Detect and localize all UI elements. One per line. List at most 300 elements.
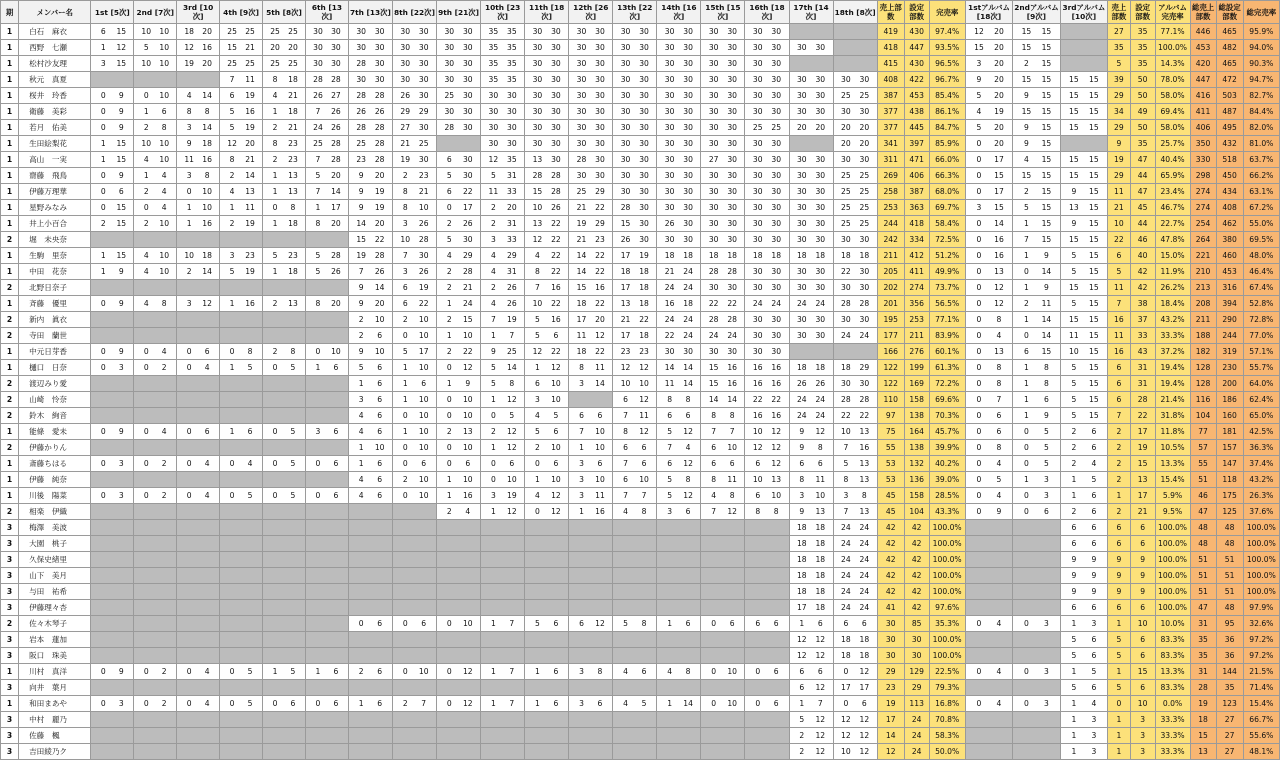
summary-cell: 3 xyxy=(1130,744,1155,760)
single-sales-cell: 1 7 xyxy=(481,616,525,632)
single-sales-cell: 1 7 xyxy=(481,328,525,344)
summary-cell: 72.2% xyxy=(929,376,965,392)
single-sales-cell: 5 26 xyxy=(305,264,348,280)
single-sales-cell xyxy=(965,584,1012,600)
single-sales-cell xyxy=(91,312,134,328)
single-sales-cell: 0 4 xyxy=(965,616,1012,632)
single-sales-cell: 22 24 xyxy=(657,328,701,344)
summary-cell: 30 xyxy=(877,632,904,648)
single-sales-cell: 0 16 xyxy=(965,232,1012,248)
single-sales-cell: 30 30 xyxy=(613,136,657,152)
single-sales-cell: 18 22 xyxy=(569,296,613,312)
summary-cell: 35 xyxy=(1108,40,1131,56)
summary-cell: 14 xyxy=(877,728,904,744)
single-sales-cell: 2 6 xyxy=(348,328,392,344)
summary-cell: 100.0% xyxy=(929,568,965,584)
single-sales-cell: 0 5 xyxy=(263,456,306,472)
single-sales-cell: 5 13 xyxy=(833,456,877,472)
summary-cell: 253 xyxy=(904,312,929,328)
single-sales-cell: 5 6 xyxy=(525,616,569,632)
summary-cell: 158 xyxy=(904,488,929,504)
single-sales-cell: 30 30 xyxy=(525,40,569,56)
single-sales-cell xyxy=(965,600,1012,616)
single-sales-cell: 14 20 xyxy=(348,216,392,232)
summary-cell: 62.4% xyxy=(1243,392,1279,408)
phase-cell: 1 xyxy=(1,24,19,40)
summary-cell: 75 xyxy=(877,424,904,440)
single-sales-cell: 2 10 xyxy=(392,312,436,328)
summary-cell: 12 xyxy=(877,744,904,760)
single-sales-cell: 0 3 xyxy=(91,696,134,712)
single-sales-cell: 30 30 xyxy=(657,344,701,360)
summary-cell: 18 xyxy=(1190,712,1216,728)
summary-cell: 42 xyxy=(877,584,904,600)
single-sales-cell xyxy=(263,712,306,728)
summary-cell: 7 xyxy=(1108,408,1131,424)
single-sales-cell xyxy=(437,648,481,664)
single-sales-cell xyxy=(177,552,220,568)
single-sales-cell xyxy=(525,632,569,648)
single-sales-cell xyxy=(220,552,263,568)
summary-cell: 66.3% xyxy=(929,168,965,184)
column-header: 17th [14次] xyxy=(789,1,833,24)
single-sales-cell xyxy=(657,600,701,616)
single-sales-cell: 9 12 xyxy=(789,424,833,440)
summary-cell: 447 xyxy=(904,40,929,56)
single-sales-cell xyxy=(220,600,263,616)
single-sales-cell: 2 8 xyxy=(134,120,177,136)
summary-cell: 69.4% xyxy=(1155,104,1190,120)
summary-cell: 23.4% xyxy=(1155,184,1190,200)
single-sales-cell: 30 30 xyxy=(613,168,657,184)
single-sales-cell xyxy=(437,680,481,696)
single-sales-cell xyxy=(392,712,436,728)
table-row xyxy=(1,696,1280,712)
summary-cell: 55 xyxy=(1190,456,1216,472)
single-sales-cell: 30 30 xyxy=(569,72,613,88)
summary-cell: 35 xyxy=(1130,136,1155,152)
single-sales-cell xyxy=(134,584,177,600)
single-sales-cell: 4 8 xyxy=(657,664,701,680)
table-row xyxy=(1,728,1280,744)
summary-cell: 39.0% xyxy=(929,472,965,488)
column-header: 18th [8次] xyxy=(833,1,877,24)
single-sales-cell: 7 28 xyxy=(305,152,348,168)
single-sales-cell: 30 30 xyxy=(789,168,833,184)
single-sales-cell: 7 4 xyxy=(657,440,701,456)
summary-cell: 503 xyxy=(1216,88,1243,104)
single-sales-cell: 14 14 xyxy=(657,360,701,376)
summary-cell: 100.0% xyxy=(1155,552,1190,568)
single-sales-cell: 1 9 xyxy=(1013,280,1060,296)
single-sales-cell: 30 30 xyxy=(392,72,436,88)
member-name-cell: 堀 未央奈 xyxy=(19,232,91,248)
single-sales-cell: 12 35 xyxy=(481,152,525,168)
summary-cell: 195 xyxy=(877,312,904,328)
single-sales-cell xyxy=(1013,536,1060,552)
summary-cell: 42 xyxy=(904,568,929,584)
single-sales-cell: 1 3 xyxy=(1060,744,1107,760)
summary-cell: 129 xyxy=(904,664,929,680)
single-sales-cell: 9 13 xyxy=(789,504,833,520)
single-sales-cell xyxy=(437,728,481,744)
single-sales-cell: 9 19 xyxy=(348,200,392,216)
summary-cell: 18.4% xyxy=(1155,296,1190,312)
summary-cell: 290 xyxy=(1216,312,1243,328)
single-sales-cell xyxy=(1060,56,1107,72)
column-header: 16th [18次] xyxy=(745,1,789,24)
single-sales-cell xyxy=(348,728,392,744)
single-sales-cell: 1 10 xyxy=(177,200,220,216)
table-row xyxy=(1,616,1280,632)
summary-cell: 50.0% xyxy=(929,744,965,760)
summary-cell: 298 xyxy=(1190,168,1216,184)
single-sales-cell xyxy=(613,632,657,648)
single-sales-cell xyxy=(220,312,263,328)
single-sales-cell xyxy=(348,648,392,664)
single-sales-cell: 30 30 xyxy=(789,104,833,120)
single-sales-cell xyxy=(305,520,348,536)
single-sales-cell: 30 30 xyxy=(745,264,789,280)
single-sales-cell xyxy=(569,632,613,648)
single-sales-cell: 7 26 xyxy=(348,264,392,280)
summary-cell: 44 xyxy=(1130,168,1155,184)
single-sales-cell: 18 18 xyxy=(789,360,833,376)
table-row xyxy=(1,184,1280,200)
single-sales-cell: 5 19 xyxy=(220,120,263,136)
single-sales-cell: 30 30 xyxy=(833,152,877,168)
summary-cell: 82.0% xyxy=(1243,120,1279,136)
single-sales-cell: 30 30 xyxy=(613,88,657,104)
summary-cell: 100.0% xyxy=(1243,568,1279,584)
single-sales-cell: 9 20 xyxy=(348,168,392,184)
single-sales-cell: 1 3 xyxy=(1060,712,1107,728)
single-sales-cell: 0 4 xyxy=(177,696,220,712)
single-sales-cell: 7 15 xyxy=(1013,232,1060,248)
single-sales-cell: 3 8 xyxy=(569,664,613,680)
single-sales-cell: 2 26 xyxy=(437,216,481,232)
single-sales-cell: 5 17 xyxy=(392,344,436,360)
single-sales-cell: 5 15 xyxy=(1060,392,1107,408)
single-sales-cell: 0 8 xyxy=(965,312,1012,328)
single-sales-cell: 2 31 xyxy=(481,216,525,232)
summary-cell: 221 xyxy=(1190,248,1216,264)
single-sales-cell xyxy=(745,536,789,552)
single-sales-cell xyxy=(91,584,134,600)
summary-cell: 24 xyxy=(904,712,929,728)
single-sales-cell xyxy=(263,552,306,568)
single-sales-cell xyxy=(525,520,569,536)
single-sales-cell: 3 33 xyxy=(481,232,525,248)
summary-cell: 11 xyxy=(1108,328,1131,344)
summary-cell: 15 xyxy=(1130,456,1155,472)
summary-cell: 35 xyxy=(1190,648,1216,664)
single-sales-cell: 30 30 xyxy=(701,216,745,232)
single-sales-cell: 25 30 xyxy=(437,88,481,104)
table-row xyxy=(1,584,1280,600)
summary-cell: 5 xyxy=(1108,56,1131,72)
single-sales-cell xyxy=(177,408,220,424)
single-sales-cell: 15 15 xyxy=(1013,72,1060,88)
single-sales-cell: 12 12 xyxy=(789,632,833,648)
summary-cell: 72.5% xyxy=(929,232,965,248)
single-sales-cell: 30 30 xyxy=(613,152,657,168)
single-sales-cell: 30 30 xyxy=(701,232,745,248)
single-sales-cell xyxy=(348,552,392,568)
single-sales-cell: 0 12 xyxy=(965,280,1012,296)
summary-cell: 350 xyxy=(1190,136,1216,152)
single-sales-cell: 6 10 xyxy=(701,440,745,456)
member-name-cell: 生駒 里奈 xyxy=(19,248,91,264)
single-sales-cell: 1 11 xyxy=(220,200,263,216)
single-sales-cell: 30 30 xyxy=(657,232,701,248)
single-sales-cell: 22 22 xyxy=(701,296,745,312)
summary-cell: 15.0% xyxy=(1155,248,1190,264)
single-sales-cell: 0 6 xyxy=(91,184,134,200)
single-sales-cell: 0 8 xyxy=(965,360,1012,376)
single-sales-cell xyxy=(437,568,481,584)
single-sales-cell: 25 29 xyxy=(569,184,613,200)
summary-cell: 95.9% xyxy=(1243,24,1279,40)
summary-cell: 446 xyxy=(1190,24,1216,40)
table-row xyxy=(1,88,1280,104)
single-sales-cell: 0 10 xyxy=(701,664,745,680)
single-sales-cell xyxy=(348,584,392,600)
single-sales-cell: 26 30 xyxy=(657,216,701,232)
single-sales-cell: 25 28 xyxy=(348,136,392,152)
single-sales-cell: 5 31 xyxy=(481,168,525,184)
single-sales-cell: 18 29 xyxy=(833,360,877,376)
table-row xyxy=(1,424,1280,440)
summary-cell: 35 xyxy=(1216,680,1243,696)
single-sales-cell: 23 23 xyxy=(613,344,657,360)
single-sales-cell xyxy=(481,520,525,536)
single-sales-cell: 15 15 xyxy=(1060,120,1107,136)
single-sales-cell xyxy=(392,744,436,760)
summary-cell: 15.4% xyxy=(1243,696,1279,712)
single-sales-cell: 9 15 xyxy=(1060,184,1107,200)
summary-cell: 138 xyxy=(904,408,929,424)
single-sales-cell: 0 5 xyxy=(965,472,1012,488)
single-sales-cell xyxy=(392,728,436,744)
single-sales-cell: 1 7 xyxy=(481,696,525,712)
single-sales-cell xyxy=(745,584,789,600)
single-sales-cell: 13 15 xyxy=(1060,200,1107,216)
single-sales-cell: 0 17 xyxy=(965,184,1012,200)
single-sales-cell xyxy=(965,648,1012,664)
summary-cell: 77.1% xyxy=(929,312,965,328)
single-sales-cell xyxy=(613,680,657,696)
member-name-cell: 久保史緒里 xyxy=(19,552,91,568)
column-header: 総設定部数 xyxy=(1216,1,1243,24)
summary-cell: 68.0% xyxy=(929,184,965,200)
single-sales-cell: 3 10 xyxy=(789,488,833,504)
summary-cell: 1 xyxy=(1108,744,1131,760)
summary-cell: 230 xyxy=(1216,360,1243,376)
summary-cell: 356 xyxy=(904,296,929,312)
single-sales-cell: 30 30 xyxy=(657,72,701,88)
summary-cell: 58.0% xyxy=(1155,88,1190,104)
phase-cell: 2 xyxy=(1,232,19,248)
phase-cell: 1 xyxy=(1,168,19,184)
single-sales-cell: 30 30 xyxy=(569,120,613,136)
phase-cell: 2 xyxy=(1,408,19,424)
single-sales-cell xyxy=(569,744,613,760)
single-sales-cell: 0 9 xyxy=(91,168,134,184)
single-sales-cell: 30 30 xyxy=(789,184,833,200)
single-sales-cell: 30 30 xyxy=(745,152,789,168)
single-sales-cell: 3 26 xyxy=(392,264,436,280)
single-sales-cell: 27 30 xyxy=(701,152,745,168)
single-sales-cell: 6 22 xyxy=(392,296,436,312)
member-name-cell: 高山 一実 xyxy=(19,152,91,168)
single-sales-cell xyxy=(1013,552,1060,568)
single-sales-cell: 2 23 xyxy=(263,152,306,168)
summary-cell: 33.3% xyxy=(1155,728,1190,744)
summary-cell: 58.4% xyxy=(929,216,965,232)
single-sales-cell: 0 9 xyxy=(91,120,134,136)
summary-cell: 387 xyxy=(877,88,904,104)
summary-cell: 48 xyxy=(1216,600,1243,616)
single-sales-cell: 6 6 xyxy=(745,616,789,632)
single-sales-cell: 30 30 xyxy=(348,72,392,88)
single-sales-cell xyxy=(437,520,481,536)
summary-cell: 32.6% xyxy=(1243,616,1279,632)
single-sales-cell: 5 23 xyxy=(263,248,306,264)
single-sales-cell: 20 20 xyxy=(833,136,877,152)
single-sales-cell: 0 5 xyxy=(220,696,263,712)
single-sales-cell: 0 9 xyxy=(91,424,134,440)
summary-cell: 253 xyxy=(877,200,904,216)
summary-cell: 6 xyxy=(1130,520,1155,536)
single-sales-cell: 0 3 xyxy=(1013,488,1060,504)
single-sales-cell xyxy=(91,328,134,344)
single-sales-cell: 8 13 xyxy=(833,472,877,488)
summary-cell: 213 xyxy=(1190,280,1216,296)
single-sales-cell: 22 22 xyxy=(745,392,789,408)
single-sales-cell: 0 10 xyxy=(437,616,481,632)
summary-cell: 31.8% xyxy=(1155,408,1190,424)
summary-cell: 42 xyxy=(904,600,929,616)
single-sales-cell xyxy=(613,568,657,584)
single-sales-cell: 5 12 xyxy=(657,424,701,440)
single-sales-cell: 20 20 xyxy=(833,120,877,136)
single-sales-cell xyxy=(745,520,789,536)
summary-cell: 420 xyxy=(1190,56,1216,72)
single-sales-cell: 0 13 xyxy=(965,264,1012,280)
summary-cell: 188 xyxy=(1190,328,1216,344)
single-sales-cell: 4 6 xyxy=(348,424,392,440)
summary-cell: 42 xyxy=(1130,264,1155,280)
phase-cell: 1 xyxy=(1,40,19,56)
single-sales-cell xyxy=(437,536,481,552)
summary-cell: 9 xyxy=(1108,584,1131,600)
summary-cell: 1 xyxy=(1108,712,1131,728)
single-sales-cell xyxy=(91,280,134,296)
single-sales-cell: 30 30 xyxy=(657,184,701,200)
single-sales-cell: 1 24 xyxy=(437,296,481,312)
single-sales-cell: 0 3 xyxy=(1013,664,1060,680)
single-sales-cell: 7 26 xyxy=(305,104,348,120)
summary-cell: 450 xyxy=(1216,168,1243,184)
phase-cell: 1 xyxy=(1,360,19,376)
phase-cell: 1 xyxy=(1,152,19,168)
single-sales-cell: 1 6 xyxy=(348,456,392,472)
single-sales-cell: 9 15 xyxy=(1060,216,1107,232)
single-sales-cell: 1 3 xyxy=(1060,728,1107,744)
summary-cell: 104 xyxy=(904,504,929,520)
summary-cell: 42.5% xyxy=(1243,424,1279,440)
single-sales-cell: 24 24 xyxy=(745,296,789,312)
summary-cell: 363 xyxy=(904,200,929,216)
single-sales-cell xyxy=(134,552,177,568)
single-sales-cell: 10 13 xyxy=(745,472,789,488)
summary-cell: 86.1% xyxy=(929,104,965,120)
summary-cell: 408 xyxy=(877,72,904,88)
single-sales-cell: 30 30 xyxy=(657,200,701,216)
single-sales-cell xyxy=(613,712,657,728)
single-sales-cell xyxy=(569,536,613,552)
single-sales-cell: 18 18 xyxy=(789,552,833,568)
single-sales-cell: 0 4 xyxy=(134,200,177,216)
phase-cell: 3 xyxy=(1,568,19,584)
single-sales-cell xyxy=(91,552,134,568)
single-sales-cell: 1 12 xyxy=(481,392,525,408)
single-sales-cell: 0 4 xyxy=(965,664,1012,680)
single-sales-cell xyxy=(392,600,436,616)
single-sales-cell: 15 15 xyxy=(1060,72,1107,88)
single-sales-cell: 5 15 xyxy=(1013,200,1060,216)
single-sales-cell: 5 12 xyxy=(657,488,701,504)
single-sales-cell xyxy=(177,536,220,552)
single-sales-cell: 30 30 xyxy=(745,280,789,296)
single-sales-cell: 30 30 xyxy=(701,104,745,120)
summary-cell: 35.3% xyxy=(929,616,965,632)
single-sales-cell: 9 20 xyxy=(965,72,1012,88)
summary-cell: 55.7% xyxy=(1243,360,1279,376)
summary-cell: 11 xyxy=(1108,184,1131,200)
single-sales-cell xyxy=(177,728,220,744)
single-sales-cell: 1 8 xyxy=(1013,360,1060,376)
single-sales-cell: 26 26 xyxy=(348,104,392,120)
summary-cell: 7 xyxy=(1108,296,1131,312)
single-sales-cell: 3 23 xyxy=(220,248,263,264)
single-sales-cell xyxy=(481,584,525,600)
single-sales-cell: 10 22 xyxy=(525,296,569,312)
summary-cell: 16 xyxy=(1108,312,1131,328)
single-sales-cell: 0 16 xyxy=(965,248,1012,264)
single-sales-cell: 24 24 xyxy=(657,280,701,296)
single-sales-cell: 4 14 xyxy=(177,88,220,104)
single-sales-cell: 30 30 xyxy=(348,40,392,56)
member-name-cell: 鈴木 絢音 xyxy=(19,408,91,424)
column-header: 2ndアルバム [9次] xyxy=(1013,1,1060,24)
single-sales-cell: 15 15 xyxy=(1013,168,1060,184)
summary-cell: 85.9% xyxy=(929,136,965,152)
single-sales-cell: 8 12 xyxy=(613,424,657,440)
single-sales-cell xyxy=(91,232,134,248)
single-sales-cell: 1 9 xyxy=(1013,408,1060,424)
single-sales-cell: 0 2 xyxy=(134,696,177,712)
summary-cell: 19 xyxy=(1190,696,1216,712)
single-sales-cell xyxy=(525,728,569,744)
single-sales-cell xyxy=(613,744,657,760)
summary-cell: 31 xyxy=(1190,664,1216,680)
single-sales-cell xyxy=(613,728,657,744)
summary-cell: 33 xyxy=(1130,328,1155,344)
single-sales-cell: 7 13 xyxy=(833,504,877,520)
single-sales-cell: 0 12 xyxy=(965,296,1012,312)
